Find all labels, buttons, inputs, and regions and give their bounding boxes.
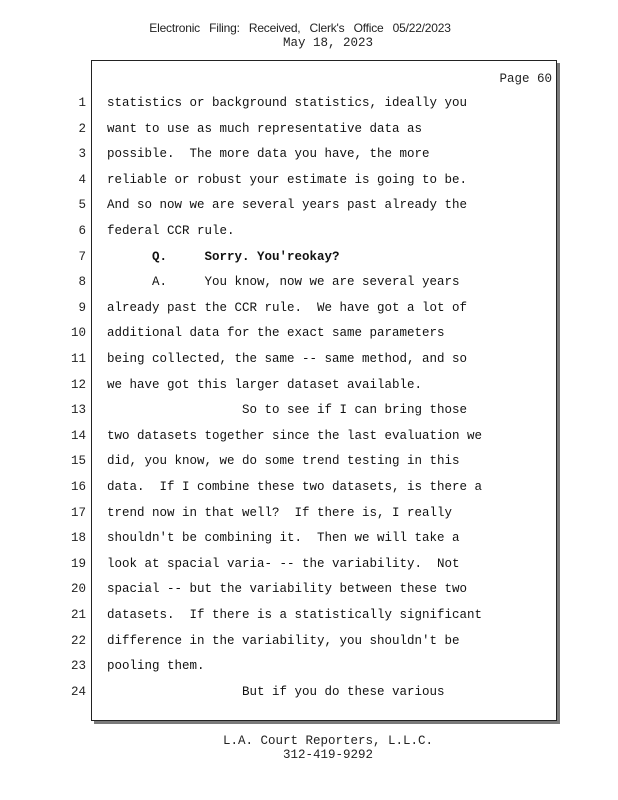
electronic-filing-stamp: Electronic Filing: Received, Clerk's Office 05/22/2023 [149,21,451,35]
line-number: 24 [70,685,86,699]
transcript-line: data. If I combine these two datasets, is there a [107,480,483,494]
transcript-line: possible. The more data you have, the more [107,147,430,161]
court-reporter-phone: 312-419-9292 [282,748,373,762]
line-number: 18 [70,531,86,545]
line-number: 4 [78,173,86,187]
transcript-line: And so now we are several years past already the [107,198,468,212]
transcript-line: trend now in that well? If there is, I really [107,506,453,520]
transcript-line: But if you do these various [107,685,445,699]
transcript-line: already past the CCR rule. We have got a lot of [107,301,468,315]
transcript-line: A. You know, now we are several years [107,275,460,289]
transcript-line: reliable or robust your estimate is going to be. [107,173,468,187]
line-number: 12 [70,378,86,392]
transcript-line: want to use as much representative data as [107,122,423,136]
transcript-line: So to see if I can bring those [107,403,468,417]
line-number: 21 [70,608,86,622]
page-number: Page 60 [499,72,552,86]
line-number: 7 [78,250,86,264]
line-number: 8 [78,275,86,289]
transcript-line: statistics or background statistics, ideally you [107,96,468,110]
transcript-line: additional data for the exact same parameters [107,326,445,340]
line-number: 9 [78,301,86,315]
line-number: 20 [70,582,86,596]
transcript-line: datasets. If there is a statistically significant [107,608,483,622]
line-number: 15 [70,454,86,468]
transcript-line: look at spacial varia- -- the variability. Not [107,557,460,571]
line-number: 5 [78,198,86,212]
line-number: 17 [70,506,86,520]
line-number: 3 [78,147,86,161]
court-reporter-name: L.A. Court Reporters, L.L.C. [222,734,434,748]
transcript-line: two datasets together since the last evaluation we [107,429,483,443]
line-number: 2 [78,122,86,136]
transcript-line: did, you know, we do some trend testing in this [107,454,460,468]
line-number: 1 [78,96,86,110]
transcript-line: Q. Sorry. You'reokay? [107,250,340,264]
transcript-line: pooling them. [107,659,205,673]
transcript-line: we have got this larger dataset available. [107,378,423,392]
transcript-line: difference in the variability, you shouldn't be [107,634,460,648]
line-number: 11 [70,352,86,366]
line-number: 16 [70,480,86,494]
transcript-line: spacial -- but the variability between these two [107,582,468,596]
line-number: 10 [70,326,86,340]
transcript-line: federal CCR rule. [107,224,235,238]
line-number: 19 [70,557,86,571]
line-number: 14 [70,429,86,443]
transcript-line: being collected, the same -- same method, and so [107,352,468,366]
line-number: 13 [70,403,86,417]
line-number: 23 [70,659,86,673]
deposition-date: May 18, 2023 [282,36,373,50]
transcript-line: shouldn't be combining it. Then we will take a [107,531,460,545]
line-number: 6 [78,224,86,238]
line-number: 22 [70,634,86,648]
